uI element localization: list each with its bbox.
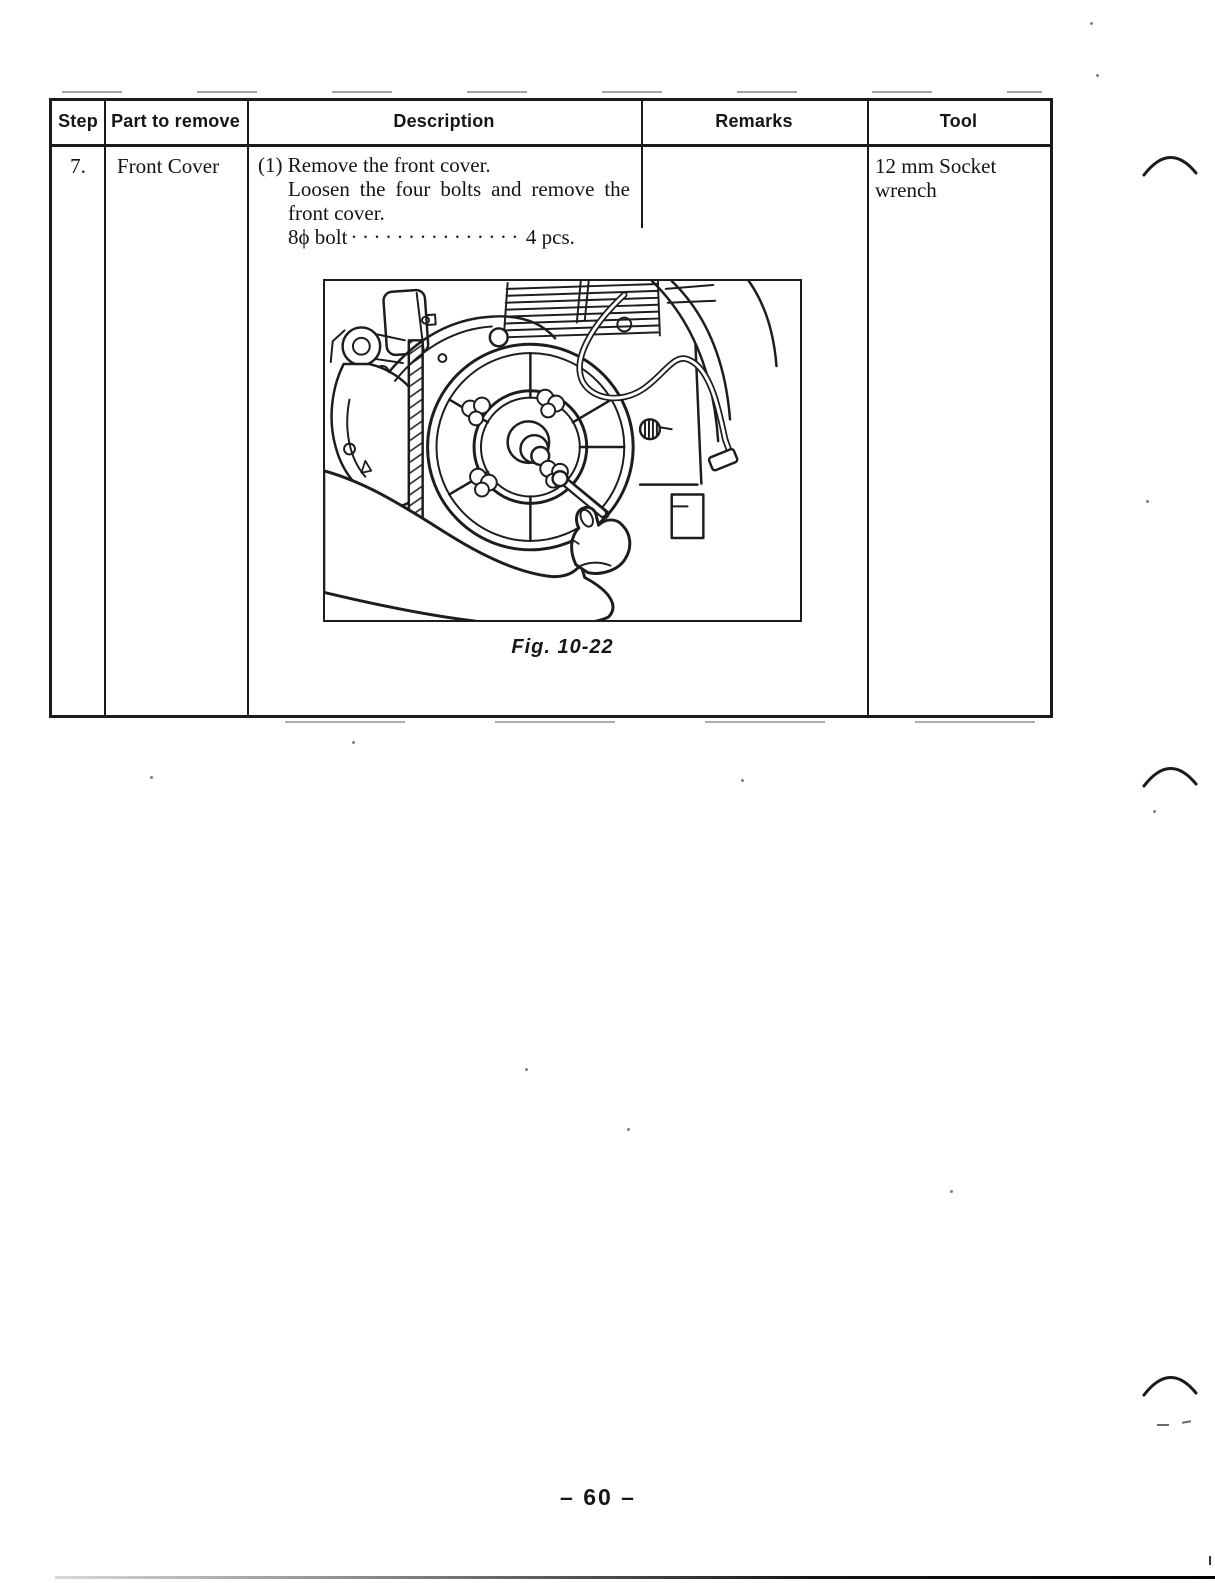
- column-divider: [867, 101, 869, 715]
- cell-part-name: Front Cover: [117, 154, 220, 178]
- scan-speck: [741, 779, 744, 782]
- binder-ring-arc: [1141, 1370, 1199, 1398]
- scan-dash: [1157, 1424, 1169, 1426]
- header-description: Description: [393, 111, 495, 131]
- description-line-1: (1) Remove the front cover.: [258, 153, 491, 177]
- cell-description: [258, 153, 632, 249]
- engine-block-right: [640, 344, 703, 538]
- description-line-3: front cover.: [288, 201, 385, 225]
- scan-bottom-edge-line: [55, 1576, 1215, 1579]
- hatched-bracket: [409, 340, 423, 528]
- binder-ring-arc: [1141, 761, 1199, 789]
- fan-cover-wheel: [428, 344, 634, 550]
- description-bolt-spec: [288, 225, 630, 249]
- scan-speck: [525, 1068, 528, 1071]
- description-line-2: Loosen the four bolts and remove the: [288, 177, 630, 201]
- column-divider: [104, 101, 106, 715]
- binder-ring-arc: [1141, 150, 1199, 178]
- arm-silhouette: [325, 471, 613, 620]
- hub: [508, 421, 550, 464]
- figure-10-22: [323, 279, 802, 622]
- cell-step-number: 7.: [70, 154, 86, 178]
- header-part-to-remove: Part to remove: [111, 111, 240, 131]
- scan-speck: [1090, 22, 1093, 25]
- header-remarks: Remarks: [715, 111, 793, 131]
- table-header-divider: [51, 144, 1051, 147]
- column-divider: [247, 101, 249, 715]
- scan-artifact-line: [62, 91, 1042, 93]
- scan-speck: [352, 741, 355, 744]
- cell-tool: [875, 154, 1043, 202]
- engine-front-cover-drawing: [325, 281, 800, 620]
- scan-artifact-line: [285, 721, 1045, 723]
- bolt-spec-dot-leader: ···············: [350, 225, 523, 249]
- scan-speck: [1153, 810, 1156, 813]
- header-step: Step: [58, 111, 98, 131]
- bolt-spec-label: 8ϕ bolt: [288, 225, 348, 249]
- tool-line-1: 12 mm Socket: [875, 154, 997, 178]
- cooling-fins: [504, 281, 660, 338]
- scan-edge-tick: [1209, 1556, 1211, 1565]
- tool-line-2: wrench: [875, 178, 937, 202]
- figure-caption: Fig. 10-22: [511, 636, 614, 658]
- bolt-spec-count: 4 pcs.: [525, 225, 575, 249]
- page-number: – 60 –: [560, 1484, 636, 1510]
- scan-speck: [627, 1128, 630, 1131]
- scan-dash: [1182, 1420, 1191, 1424]
- scan-speck: [1096, 74, 1099, 77]
- header-tool: Tool: [939, 111, 978, 131]
- scan-speck: [950, 1190, 953, 1193]
- bolt-lower-left: [470, 469, 497, 497]
- scan-speck: [1146, 500, 1149, 503]
- scan-speck: [150, 776, 153, 779]
- petcock-knob: [640, 419, 672, 439]
- bolt-upper-right: [537, 390, 564, 418]
